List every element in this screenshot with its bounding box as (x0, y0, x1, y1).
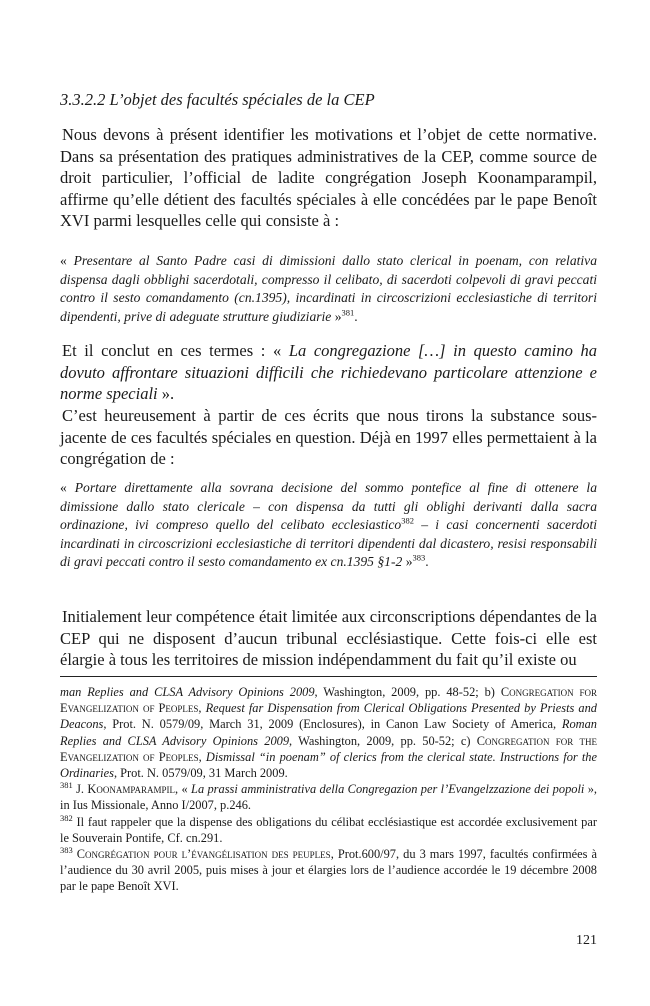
footnote-number: 382 (60, 812, 73, 823)
footnote-cont-author: Congregation for Evangelization of Peoples (60, 685, 597, 716)
quotation-1-text: Presentare al Santo Padre casi di dimissioni dallo stato clerical in poenam, con relativa dispensa dagli obblighi sacerdotali, compresso il celibato, di sacerdoti colpevoli di gravi peccati contro il sesto comandamento (cn.1395), incardinati in circoscrizioni ecclesiastiche di territori dipendenti, prive di adeguate strutture giudiziarie (60, 253, 597, 324)
footnote-text: Il faut rappeler que la dispense des obligations du célibat ecclésiastique est accordée exclusivement par le Souverain Pontife, Cf. cn.291. (60, 814, 597, 845)
footnote-author: J. Koonamparampil (72, 782, 176, 797)
footnote-381 (60, 781, 597, 813)
footnote-cont-title: Roman Replies and CLSA Advisory Opinions 2009 (60, 717, 597, 748)
footnote-cont-text: , Prot. N. 0579/09, 31 March 2009. (113, 766, 288, 781)
quote-open-mark: « (60, 480, 75, 495)
paragraph-conclusion-lead: Et il conclut en ces termes : « (62, 341, 289, 360)
page-number: 121 (576, 933, 597, 948)
footnote-continuation (60, 684, 597, 781)
footnote-cont-text: , Washington, 2009, pp. 48-52; b) (314, 685, 501, 699)
quote-end-punct: . (354, 308, 358, 324)
footnote-text: », in Ius Missionale, Anno I/2007, p.246. (60, 782, 598, 813)
footnote-ref-382[interactable]: 382 (401, 515, 414, 526)
paragraph-conclusion-quote: La congregazione […] in questo camino ha dovuto affrontare situazioni difficili che richiedevano particolare attenzione e norme speciali (60, 341, 597, 403)
quote-close-mark: » (402, 554, 413, 570)
footnote-382 (60, 814, 597, 846)
footnote-ref-381[interactable]: 381 (341, 307, 355, 318)
paragraph-intro: Nous devons à présent identifier les motivations et l’objet de cette normative. Dans sa présentation des pratiques administratives de la CEP, comme source de droit particulier, l’official de ladite congrégation Joseph Koonamparampil, affirme qu’elle détient des facultés spéciales à elle concédées par le pape Benoît XVI parmi lesquelles celle qui consiste à : (60, 125, 597, 230)
footnote-text: , Prot.600/97, du 3 mars 1997, facultés confirmées à l’audience du 30 avril 2005, puis mises à jour et élargies lors de l’audience accordée le 19 décembre 2008 par le pape Benoît XVI. (60, 847, 597, 894)
quotation-2-text-a: Portare direttamente alla sovrana decisione del sommo pontefice al fine di ottenere la dimissione dallo stato clericale – con dispensa da tutti gli oblighi derivanti dalla sacra ordinazione, ivi compreso quello del celibato ecclesiastico (60, 480, 597, 533)
footnote-text: , « (175, 782, 192, 797)
footnote-number: 383 (60, 844, 73, 855)
footnote-cont-title: Dismissal “in poenam” of clerics from the clerical state. Instructions for the Ordinaries (60, 749, 598, 781)
footnote-ref-383[interactable]: 383 (412, 552, 426, 563)
footnote-cont-text: , (198, 701, 206, 716)
footnote-cont-author: Congregation for the Evangelization of Peoples (60, 733, 597, 764)
footnote-383 (60, 846, 597, 895)
footnote-cont-text: , Prot. N. 0579/09, March 31, 2009 (Enclosures), in Canon Law Society of America, (103, 717, 562, 732)
paragraph-conclusion-tail: ». (157, 384, 175, 403)
footnote-author: Congrégation pour l’évangélisation des peuples (72, 847, 331, 862)
quotation-2-text-b: – i casi concernenti sacerdoti incardinati in circoscrizioni ecclesiastiche di territori dipendenti dal dicastero, resisi responsabili di gravi peccati contro il sesto comandamento ex cn.1395 §1-2 (60, 517, 598, 570)
paragraph-conclusion (60, 340, 597, 405)
footnote-cont-text: , (198, 749, 206, 764)
paragraph-competence: Initialement leur compétence était limitée aux circonscriptions dépendantes de la CEP qui ne disposent d’aucun tribunal ecclésiastique. Cette fois-ci elle est élargie à tous les territoires de mission indépendamment du fait qu’il existe ou (60, 607, 597, 669)
footnote-cont-title: Request far Dispensation from Clerical Obligations Presented by Priests and Deacons (60, 701, 597, 732)
quote-open-mark: « (60, 253, 74, 268)
paragraph-substance: C’est heureusement à partir de ces écrits que nous tirons la substance sous-jacente de ces facultés spéciales en question. Déjà en 1997 elles permettaient à la congrégation de : (60, 406, 597, 468)
quote-end-punct: . (425, 554, 429, 570)
footnote-cont-text: , Washington, 2009, pp. 50-52; c) (289, 733, 477, 748)
footnote-cont-title: man Replies and CLSA Advisory Opinions 2009 (60, 685, 315, 699)
footnotes (60, 684, 597, 895)
quotation-1 (60, 252, 597, 326)
footnote-number: 381 (60, 780, 73, 791)
quotation-2 (60, 479, 597, 572)
quote-close-mark: » (331, 308, 342, 324)
footnote-title: La prassi amministrativa della Congregazion per l’Evangelzzazione dei popoli (191, 782, 585, 797)
section-heading: 3.3.2.2 L’objet des facultés spéciales de la CEP (60, 90, 375, 109)
footnote-separator (60, 676, 597, 677)
